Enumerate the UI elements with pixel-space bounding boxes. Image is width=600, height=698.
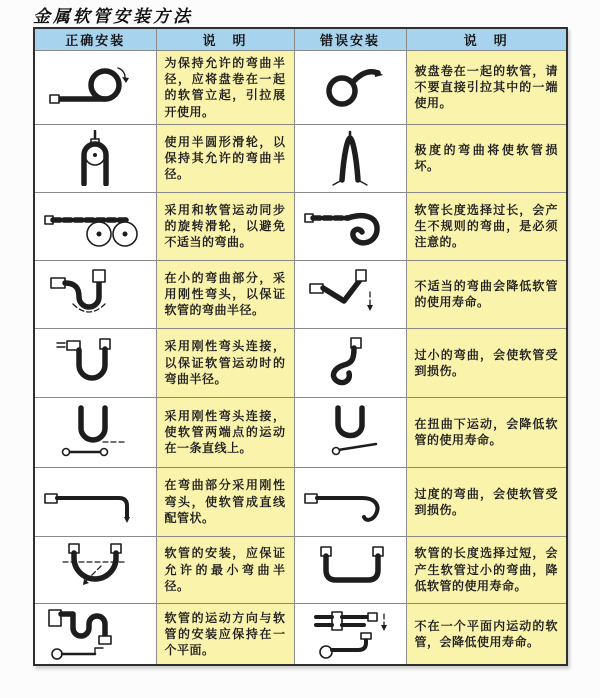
correct-description: 在小的弯曲部分，采用刚性弯头，以保证软管的弯曲半径。 xyxy=(156,260,294,328)
extreme-bend-hairpin-icon xyxy=(304,130,396,186)
correct-image-cell xyxy=(34,51,156,125)
correct-description: 为保持允许的弯曲半径，应将盘卷在一起的软管立起，引拉展开使用。 xyxy=(156,51,294,125)
wrong-image-cell xyxy=(294,536,406,603)
correct-image-cell xyxy=(34,260,156,328)
table-row xyxy=(34,397,567,467)
wrong-description: 不在一个平面内运动的软管，会降低使用寿命。 xyxy=(406,603,567,665)
aligned-endpoints-u-icon xyxy=(43,404,147,460)
table-row xyxy=(34,192,567,260)
correct-description: 在弯曲部分采用刚性弯头，使软管成直线配管状。 xyxy=(156,467,294,536)
table-row xyxy=(34,260,567,328)
straight-run-rigid-elbow-icon xyxy=(43,474,147,530)
header-description-wrong: 说 明 xyxy=(406,28,567,51)
too-small-bend-hook-icon xyxy=(304,335,396,391)
correct-description: 使用半圆形滑轮，以保持其允许的弯曲半径。 xyxy=(156,124,294,192)
correct-description: 采用刚性弯头连接，以保证软管运动时的弯曲半径。 xyxy=(156,328,294,397)
correct-image-cell xyxy=(34,124,156,192)
single-plane-trap-icon xyxy=(43,606,147,662)
table-row xyxy=(34,328,567,397)
wrong-image-cell xyxy=(294,260,406,328)
wrong-image-cell xyxy=(294,397,406,467)
header-description-correct: 说 明 xyxy=(156,28,294,51)
wrong-image-cell xyxy=(294,51,406,125)
synchronized-rollers-icon xyxy=(43,198,147,254)
correct-description: 采用刚性弯头连接，使软管两端点的运动在一条直线上。 xyxy=(156,397,294,467)
wrong-description: 在扭曲下运动，会降低软管的使用寿命。 xyxy=(406,397,567,467)
wrong-description: 软管的长度选择过短，会产生软管过小的弯曲，降低软管的使用寿命。 xyxy=(406,536,567,603)
coiled-hose-upright-icon xyxy=(43,59,147,115)
wrong-description: 极度的弯曲将使软管损坏。 xyxy=(406,124,567,192)
table-row xyxy=(34,51,567,125)
out-of-plane-motion-icon xyxy=(304,606,396,662)
wrong-description: 软管长度选择过长，会产生不规则的弯曲，是必须注意的。 xyxy=(406,192,567,260)
wrong-description: 过度的弯曲，会使软管受到损伤。 xyxy=(406,467,567,536)
rigid-elbow-small-bend-icon xyxy=(43,266,147,322)
wrong-description: 被盘卷在一起的软管，请不要直接引拉其中的一端使用。 xyxy=(406,51,567,125)
table-row xyxy=(34,467,567,536)
correct-image-cell xyxy=(34,192,156,260)
rigid-elbow-u-connection-icon xyxy=(43,335,147,391)
correct-image-cell xyxy=(34,397,156,467)
header-correct-installation: 正确安装 xyxy=(34,28,156,51)
semicircular-pulley-icon xyxy=(43,130,147,186)
table-row xyxy=(34,124,567,192)
wrong-image-cell xyxy=(294,124,406,192)
header-wrong-installation: 错误安装 xyxy=(294,28,406,51)
correct-image-cell xyxy=(34,603,156,665)
correct-image-cell xyxy=(34,467,156,536)
twisted-motion-u-icon xyxy=(304,404,396,460)
wrong-image-cell xyxy=(294,467,406,536)
correct-description: 软管的运动方向与软管的安装应保持在一个平面。 xyxy=(156,603,294,665)
wrong-description: 不适当的弯曲会降低软管的使用寿命。 xyxy=(406,260,567,328)
table-row xyxy=(34,603,567,665)
correct-description: 采用和软管运动同步的旋转滑轮，以避免不适当的弯曲。 xyxy=(156,192,294,260)
page-title: 金属软管安装方法 xyxy=(33,7,193,27)
header-row xyxy=(34,28,567,51)
wrong-image-cell xyxy=(294,603,406,665)
coiled-hose-end-pulled-icon xyxy=(304,59,396,115)
overlong-hose-loop-icon xyxy=(304,198,396,254)
wrong-image-cell xyxy=(294,328,406,397)
correct-image-cell xyxy=(34,536,156,603)
too-short-flat-u-icon xyxy=(304,542,396,598)
minimum-bend-radius-u-icon xyxy=(43,542,147,598)
installation-methods-table xyxy=(33,27,568,666)
improper-sharp-bend-icon xyxy=(304,266,396,322)
table-row xyxy=(34,536,567,603)
overbent-end-icon xyxy=(304,474,396,530)
wrong-image-cell xyxy=(294,192,406,260)
correct-image-cell xyxy=(34,328,156,397)
wrong-description: 过小的弯曲，会使软管受到损伤。 xyxy=(406,328,567,397)
correct-description: 软管的安装，应保证允许的最小弯曲半径。 xyxy=(156,536,294,603)
